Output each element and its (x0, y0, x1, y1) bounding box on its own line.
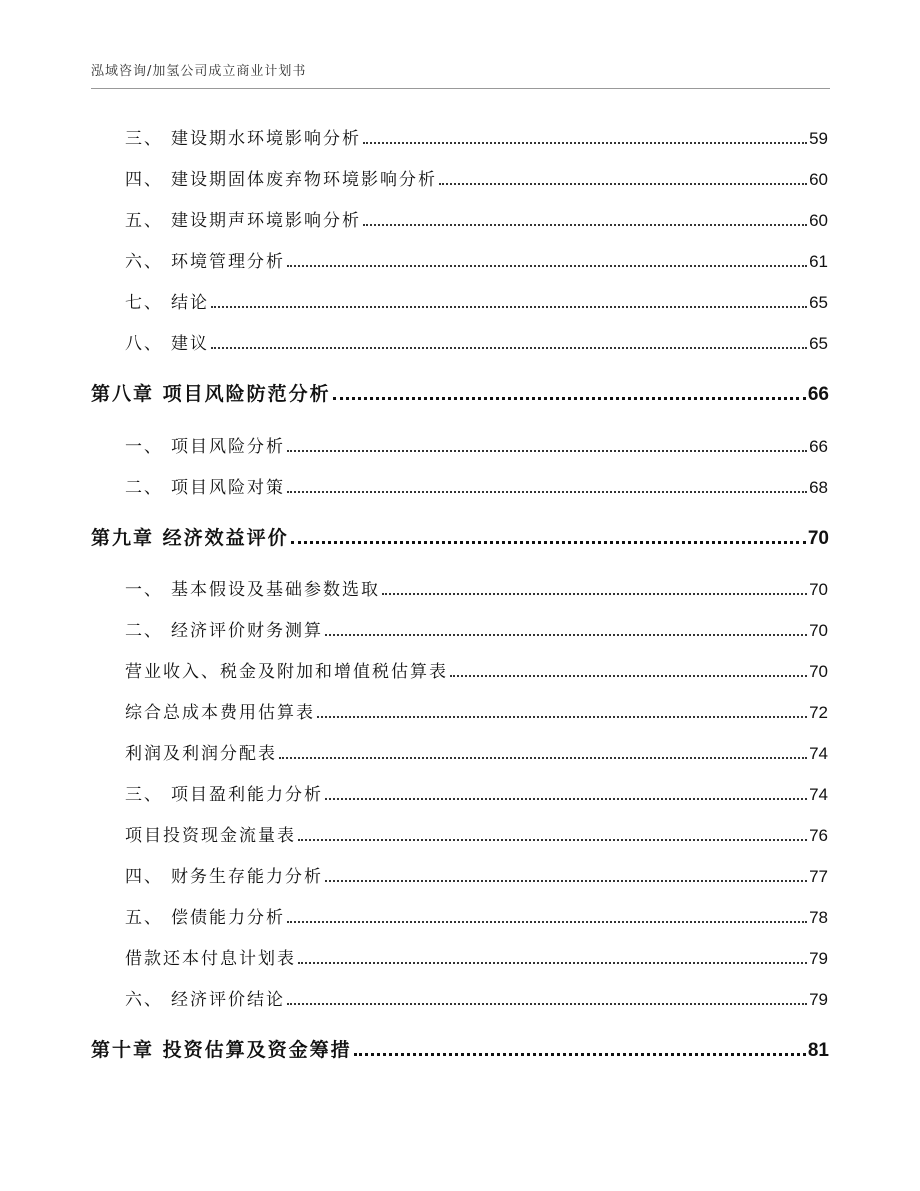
toc-entry[interactable] (125, 165, 828, 190)
entry-page: 78 (809, 908, 828, 927)
leader-dots (298, 962, 807, 964)
leader-dots (363, 224, 807, 226)
entry-title: 项目风险对策 (171, 478, 285, 498)
entry-number: 二、 (125, 621, 163, 641)
entry-title: 环境管理分析 (171, 252, 285, 272)
leader-dots (287, 450, 807, 452)
leader-dots (287, 921, 807, 923)
leader-dots (317, 716, 807, 718)
entry-page: 76 (809, 826, 828, 845)
leader-dots (354, 1053, 806, 1056)
entry-page: 65 (809, 293, 828, 312)
entry-title: 基本假设及基础参数选取 (171, 580, 380, 600)
leader-dots (382, 593, 807, 595)
entry-number: 二、 (125, 478, 163, 498)
toc-entry[interactable] (125, 821, 828, 846)
header-divider (91, 88, 830, 89)
entry-page: 61 (809, 252, 828, 271)
leader-dots (325, 634, 807, 636)
toc-chapter[interactable] (91, 523, 829, 550)
entry-page: 70 (809, 621, 828, 640)
entry-page: 79 (809, 949, 828, 968)
leader-dots (325, 880, 807, 882)
leader-dots (298, 839, 807, 841)
entry-number: 一、 (125, 437, 163, 457)
leader-dots (279, 757, 807, 759)
entry-title: 利润及利润分配表 (125, 744, 277, 764)
entry-page: 68 (809, 478, 828, 497)
entry-page: 74 (809, 785, 828, 804)
entry-page: 60 (809, 170, 828, 189)
toc-entry[interactable] (125, 780, 828, 805)
entry-number: 七、 (125, 293, 163, 313)
chapter-title: 第九章 经济效益评价 (91, 527, 289, 549)
entry-number: 六、 (125, 252, 163, 272)
toc-entry[interactable] (125, 903, 828, 928)
entry-title: 项目风险分析 (171, 437, 285, 457)
toc-entry[interactable] (125, 985, 828, 1010)
entry-page: 74 (809, 744, 828, 763)
toc-entry[interactable] (125, 432, 828, 457)
entry-number: 八、 (125, 334, 163, 354)
toc-entry[interactable] (125, 944, 828, 969)
entry-page: 60 (809, 211, 828, 230)
entry-page: 79 (809, 990, 828, 1009)
chapter-page: 81 (807, 1040, 829, 1061)
entry-number: 三、 (125, 129, 163, 149)
entry-title: 经济评价结论 (171, 990, 285, 1010)
chapter-page: 66 (807, 384, 829, 405)
toc-entry[interactable] (125, 862, 828, 887)
toc-entry[interactable] (125, 247, 828, 272)
entry-number: 六、 (125, 990, 163, 1010)
entry-title: 经济评价财务测算 (171, 621, 323, 641)
leader-dots (287, 491, 807, 493)
entry-title: 项目盈利能力分析 (171, 785, 323, 805)
leader-dots (363, 142, 807, 144)
entry-number: 五、 (125, 211, 163, 231)
entry-title: 项目投资现金流量表 (125, 826, 296, 846)
entry-page: 66 (809, 437, 828, 456)
entry-number: 五、 (125, 908, 163, 928)
entry-title: 偿债能力分析 (171, 908, 285, 928)
entry-number: 四、 (125, 170, 163, 190)
toc-entry[interactable] (125, 698, 828, 723)
leader-dots (287, 265, 807, 267)
toc-chapter[interactable] (91, 1035, 829, 1062)
entry-title: 营业收入、税金及附加和增值税估算表 (125, 662, 448, 682)
entry-page: 70 (809, 580, 828, 599)
toc-chapter[interactable] (91, 379, 829, 406)
leader-dots (450, 675, 807, 677)
entry-title: 结论 (171, 293, 209, 313)
leader-dots (211, 347, 807, 349)
toc-entry[interactable] (125, 288, 828, 313)
entry-page: 72 (809, 703, 828, 722)
leader-dots (325, 798, 807, 800)
leader-dots (287, 1003, 807, 1005)
entry-title: 借款还本付息计划表 (125, 949, 296, 969)
entry-title: 建议 (171, 334, 209, 354)
toc-entry[interactable] (125, 206, 828, 231)
entry-page: 77 (809, 867, 828, 886)
leader-dots (333, 397, 806, 400)
toc-entry[interactable] (125, 329, 828, 354)
entry-page: 70 (809, 662, 828, 681)
toc-entry[interactable] (125, 575, 828, 600)
leader-dots (211, 306, 807, 308)
entry-page: 65 (809, 334, 828, 353)
entry-number: 三、 (125, 785, 163, 805)
entry-title: 财务生存能力分析 (171, 867, 323, 887)
chapter-page: 70 (807, 528, 829, 549)
chapter-title: 第八章 项目风险防范分析 (91, 383, 331, 405)
toc-entry[interactable] (125, 657, 828, 682)
toc-entry[interactable] (125, 739, 828, 764)
entry-title: 建设期水环境影响分析 (171, 129, 361, 149)
entry-title: 建设期固体废弃物环境影响分析 (171, 170, 437, 190)
entry-title: 建设期声环境影响分析 (171, 211, 361, 231)
toc-entry[interactable] (125, 473, 828, 498)
leader-dots (291, 541, 806, 544)
toc-entry[interactable] (125, 616, 828, 641)
entry-number: 一、 (125, 580, 163, 600)
document-header: 泓域咨询/加氢公司成立商业计划书 (91, 64, 307, 79)
chapter-title: 第十章 投资估算及资金筹措 (91, 1039, 352, 1061)
leader-dots (439, 183, 807, 185)
entry-number: 四、 (125, 867, 163, 887)
entry-title: 综合总成本费用估算表 (125, 703, 315, 723)
toc-entry[interactable] (125, 124, 828, 149)
entry-page: 59 (809, 129, 828, 148)
